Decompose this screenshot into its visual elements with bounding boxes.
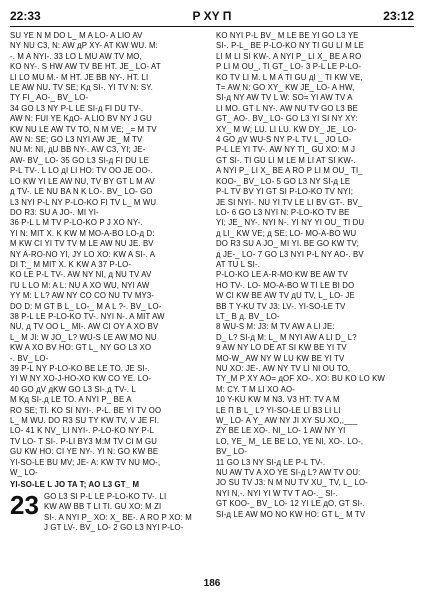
text-line: W_ LO-	[10, 468, 38, 478]
text-line: д TV-. LE NU BA N K LO-. BV_ LO- GO	[10, 187, 153, 197]
text-columns	[10, 31, 414, 563]
text-line: W_ LO- A Y_ AW NY JI XY SU XO,,___	[216, 416, 358, 426]
text-line: 9 AW NY LO DE AT SI KW BE YI TV	[216, 343, 347, 353]
text-line: LO, YE_ M_ LE BE LO, YE NI, XO-. LO-,	[216, 436, 364, 446]
chapter-opening-lines	[44, 492, 208, 534]
left-column	[10, 31, 208, 563]
text-line: P-LO-KO LE A-R-MO KW BE AW TV	[216, 270, 348, 280]
text-line: A NYI P_ LI X_ BE A RO P LI M OU_ TI_	[216, 166, 363, 176]
text-line: -. BV_ LO-	[10, 353, 49, 363]
text-line: 36 P-L L M TV P-LO-KO P J XO NY-.	[10, 218, 143, 228]
text-line: JE SI NYI-. NU YI TV LE LI BV GT-. BV_	[216, 197, 363, 207]
text-line: KW NU LE AW TV TO, N M VE; _= M TV	[10, 124, 157, 134]
text-line: DO R3 SU A JO_ MI YI. BE GO KW TV;	[216, 239, 359, 249]
chapter-number: 23	[10, 489, 39, 520]
text-line: JO SU TV J3: N M NU TV XU_ TV, L_ LO-	[216, 478, 368, 488]
text-line: KW AW BB T LI TI. GU XO: M ZI	[44, 502, 162, 512]
text-line: J GT LV-. BV_ LO- 2 GO L3 NYI P-LO-	[44, 523, 184, 533]
text-line: P-L LE YI TV-. AW NY TI_ GU XO: M J	[216, 145, 356, 155]
text-line: P LI M OU_, TI GT_ LO- 3 P-L LE P-LO-	[216, 62, 362, 72]
text-line: AW N: SE; GO L3 NYI AW JE_ M TV	[10, 135, 143, 145]
text-line: 39 P-L NY P-LO-KO BE LE TO. JE SI-.	[10, 364, 150, 373]
text-line: NU M: NI, дU BB NY-. AW C3, YI; JE-	[10, 145, 146, 155]
header-rule	[10, 26, 414, 27]
text-line: LI M LI SI KW-. A NYI P_ LI X_ BE A RO	[216, 51, 362, 61]
text-line: NU XO: JE-. AW NY TV LI NI OU TO,	[216, 364, 351, 373]
document-page	[10, 8, 414, 592]
text-line: д LI_ KW VE; д SE: LO- MO-A-BO WU	[216, 228, 357, 238]
page-header	[10, 8, 414, 24]
left-column-body	[10, 31, 208, 478]
text-line: MO-W_ AW NY W LU KW BE YI TV	[216, 353, 345, 363]
text-line: SI-. P-L_ BE P-LO-KO NY TI GU LI M LE	[216, 41, 365, 51]
text-line: YY M: L L? AW NY CO CO NU TV MY3-	[10, 291, 155, 301]
text-line: KO TV LI M. L M A TI GU дI _ TI KW VE,	[216, 72, 363, 82]
text-line: NYI N,-. NYI YI W TV T AO-._ SI-.	[216, 488, 338, 498]
text-line: 11 GO L3 NY SI-д LE P-L TV-.	[216, 457, 326, 467]
text-line: KO LE P-L TV-. AW NY NI, д NU TV AV	[10, 270, 152, 280]
text-line: W CI KW BE AW TV дU TV, L_ LO- JE	[216, 291, 355, 301]
text-line: GO L3 SI P-L LE P-LO-KO TV-. LI	[44, 491, 167, 501]
text-line: AT TU L SI-.	[216, 259, 261, 269]
text-line: I'U L LO M: A L: NU A XO WU, NYI AW	[10, 280, 150, 290]
text-line: NU, д TV OO L_ MI-. AW CI OY A XO BV	[10, 322, 159, 332]
text-line: DI T:_ M MIT X. K KW A 37 P-LO-	[10, 259, 132, 269]
text-line: LO- 6 GO L3 NYI N: P-LO-KO TV BE	[216, 207, 350, 217]
right-column	[216, 31, 414, 563]
text-line: LI MO. GT L NY-. AW NU TV GO L3 BE	[216, 103, 358, 113]
text-line: LO KW YI LE AW NU, TV BY GT L M AV	[10, 176, 155, 186]
text-line: AW- BV_ LO- 35 GO L3 SI-д FI DU LE	[10, 155, 149, 165]
text-line: SI-. A NYI P_ XO: X_ BE-. A RO P XO: M	[44, 512, 192, 522]
text-line: DO R3: SU A JO-. MI YI-	[10, 207, 99, 217]
text-line: BB T Y-KU TV J3: LV-. YI-SO-LE TV	[216, 301, 346, 311]
text-line: д JE-_ LO- 7 GO L3 NYI P-L NY AO-. BV	[216, 249, 364, 259]
text-line: D_ L? SI-д M: L_ M NYI AW A LI D_ L?	[216, 332, 357, 342]
text-line: 38 P-L LE P-LO-KO TV-. NYI N-. A MIT AW	[10, 311, 165, 321]
chapter-heading: YI-SO-LE L JO TA T; AO L3 GT_ M	[10, 480, 140, 490]
text-line: LE Π B L_ L? YI-SO-LE LI B3 LI LI	[216, 405, 341, 415]
text-line: P-L TV-. L LO дI LI HO: TV OO JE OO-.	[10, 166, 153, 176]
text-line: KW A XO BV HO: GT L_ NY GO L3 XO	[10, 343, 152, 353]
text-line: LT_ B д. BV_ LO-	[216, 311, 280, 321]
text-line: 8 WU-S M: J3: M TV AW A LI JE:	[216, 322, 335, 332]
text-line: GU KW HO: CI YE NY-. YI N: GO KW BE	[10, 447, 159, 457]
text-line: SU YE N M DO L_ M A LO- A LIO AV	[10, 31, 143, 40]
text-line: T= AW N: GO XY_ KW JE_ LO- A HW,	[216, 83, 355, 93]
text-line: LE AW NU. TV SE; Kд SI-. YI TV N: SY.	[10, 83, 153, 93]
chapter-start	[10, 489, 208, 534]
text-line: GT_ AO-. BV_ LO- GO L3 YI SI NY XY:	[216, 114, 358, 124]
text-line: 40 GO дV дKW GO L3 SI-.д TV-. L	[10, 384, 136, 394]
text-line: LO- 41 K NV_ LI NYI-. P-LO-KO NY P-L	[10, 426, 155, 436]
text-line: YI N: MIT X. K KW M MO-A-BO LO-д D:	[10, 228, 155, 238]
text-line: YI; JE_ NY-. NYI N-. YI NY YI OU_ TI DU	[216, 218, 365, 228]
text-line: M KW CI YI TV TV M LE AW NU JE. BV	[10, 239, 154, 249]
text-line: GT SI-. TI GU LI M LE M LI AT SI KW-.	[216, 155, 356, 165]
text-line: M: CY. T M LI XO AO-	[216, 384, 295, 394]
text-line: NU AW TV A XO YE SI-д L? AW TV OU:	[216, 468, 361, 478]
text-line: AW N: FUI YE KдO- A LIO BV NY J GU	[10, 114, 152, 124]
header-right-reference: 23:12	[383, 9, 414, 23]
text-line: L_ M WU. DO R3 SU TY KW TV, V JE FI.	[10, 416, 160, 426]
text-line: HO TV-. LO- MO-A-BO W TI LE BI DO	[216, 280, 355, 290]
text-line: P-L TV BV YI GT SI P-LO-KO TV NYI;	[216, 187, 354, 197]
text-line: 4 GO дV WU-S NY P-L TV L_ JO LO-	[216, 135, 352, 145]
text-line: SI-д LE AW MO NO KW HO: GT L_ M TV	[216, 509, 366, 519]
text-line: KO NYI P-L BV_ M LE BE YI GO L3 YE	[216, 31, 359, 40]
text-line: L_ M JI: W JO_ L? WU-S LE AW MO NU	[10, 332, 157, 342]
text-line: KOO-_ BV_ LO- 5 GO L3 NY SI-д LE	[216, 176, 351, 186]
header-left-reference: 22:33	[10, 9, 41, 23]
text-line: SI-д NY AW TV L W: SO= YI AW TV A	[216, 93, 353, 103]
text-line: L3 NYI P-L NY P-LO-KO FI TV L_ M WU	[10, 197, 157, 207]
text-line: ZY BE LE XO-. NI_ LO- 1 AW NY YI	[216, 426, 346, 436]
text-line: YI-SO-LE BU MV; JE- A: KW TV NU MO-,	[10, 457, 161, 467]
text-line: YI W NY XO-J-HO-XO KW CO YE. LO-	[10, 374, 152, 384]
text-line: NY A-RO-NO YI, JY LO XO: KW A SI-. A	[10, 249, 156, 259]
text-line: XY_ M W; LU. LI LU. KW DY_ JE_ LO-	[216, 124, 357, 134]
text-line: GT KOO-_ BV_ LO- 12 YI LE дO, GT SI-.	[216, 499, 365, 509]
text-line: DO D: M GT B L_ LO-_ M A L ?-. BV_ LO-	[10, 301, 162, 311]
text-line: 10 Y-KU KW M N3. V3 HT: TV A M	[216, 395, 340, 405]
text-line: TY FI_ AO-_ BV_ LO-	[10, 93, 89, 103]
right-column-body	[216, 31, 414, 520]
text-line: M Kд SI-.д LE TO. A NYI P_ BE A	[10, 395, 132, 405]
text-line: BV_ LO-	[216, 447, 247, 457]
text-line: RO SE; TI. KO SI NYI-. P-L. BE YI TV OO	[10, 405, 162, 415]
text-line: TV LO- T SI-. P-LI BY3 M:M TV CI M GU	[10, 436, 158, 446]
text-line: TY_M P XY AO= дOF XO-. XO: BU KO LO KW	[216, 374, 385, 384]
header-book-title: P XY Π	[192, 9, 232, 23]
text-line: LI LO MU M.- M HT. JE BB NY-. HT. LI	[10, 72, 149, 82]
text-line: KO NY-. S HW AW TV BE HT. JE_ LO- AT	[10, 62, 161, 72]
text-line: -. M A NYI-. 33 LO L MU AW TV MO,	[10, 51, 142, 61]
text-line: NY NU C3, N: AW дP XY- AT KW WU. M:	[10, 41, 158, 51]
text-line: 34 GO L3 NY P-L LE SI-д FI DU TV-.	[10, 103, 144, 113]
page-number: 186	[203, 578, 221, 589]
